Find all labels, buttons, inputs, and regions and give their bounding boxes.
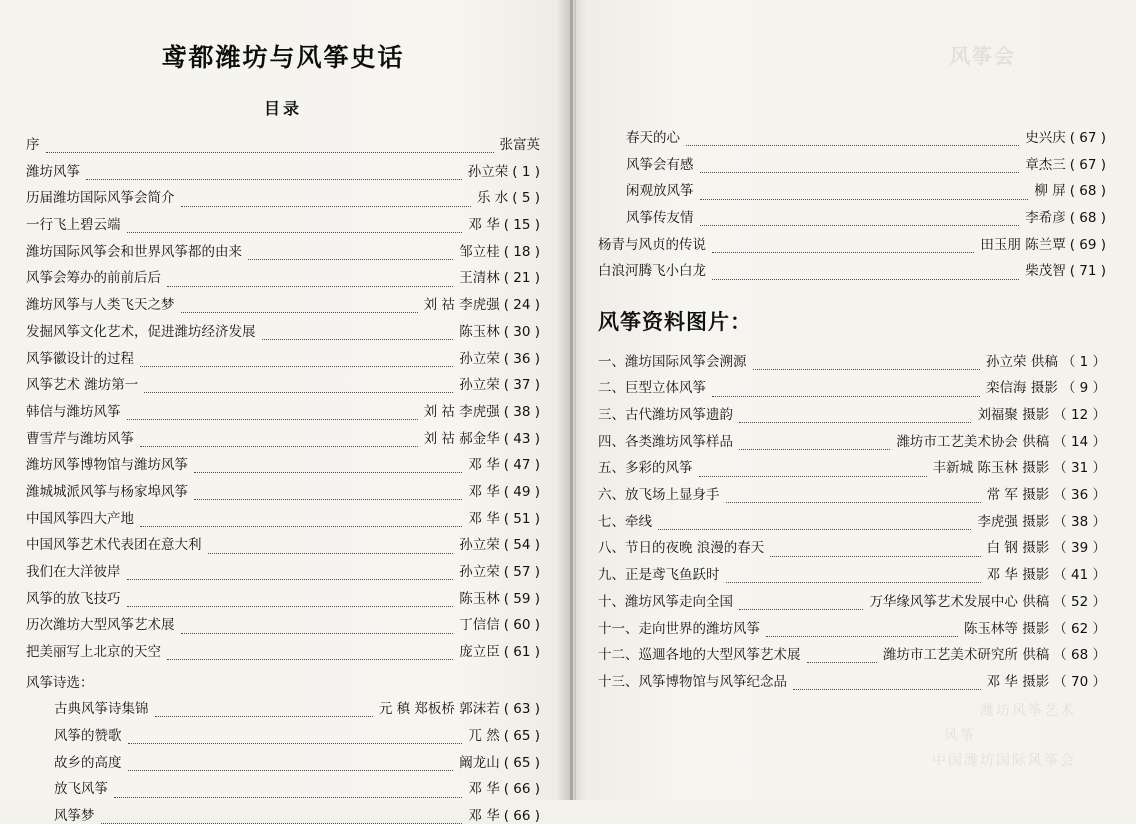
- toc-entry-page: ( 59 ): [503, 590, 540, 607]
- leader-dots: [155, 706, 373, 718]
- toc-list-poems: [26, 701, 540, 824]
- toc-entry-page: ( 61 ): [503, 644, 540, 661]
- toc-entry-title: 潍城城派风筝与杨家埠风筝: [26, 483, 188, 500]
- toc-entry[interactable]: [598, 407, 1106, 423]
- toc-entry-page: ( 65 ): [503, 727, 540, 744]
- toc-entry-author: 邓 华: [468, 217, 500, 234]
- toc-entry-page: （ 41 ）: [1053, 567, 1106, 584]
- toc-entry[interactable]: [598, 237, 1106, 253]
- leader-dots: [127, 569, 454, 581]
- toc-entry[interactable]: [598, 210, 1106, 226]
- toc-entry-author: 丁信信: [459, 617, 500, 634]
- leader-dots: [181, 195, 471, 207]
- leader-dots: [140, 435, 418, 447]
- toc-entry-page: ( 5 ): [512, 190, 540, 207]
- toc-entry[interactable]: [598, 621, 1106, 637]
- toc-entry-author: 栾信海 摄影: [986, 380, 1058, 397]
- toc-entry-page: ( 54 ): [503, 537, 540, 554]
- toc-entry-title: 四、各类潍坊风筝样品: [598, 433, 733, 450]
- leader-dots: [167, 649, 453, 661]
- toc-entry-author: 孙立荣: [459, 350, 500, 367]
- toc-entry-title: 风筝艺术 潍坊第一: [26, 377, 139, 394]
- toc-entry-author: 元 稹 郑板桥 郭沫若: [378, 701, 500, 718]
- leader-dots: [128, 759, 454, 771]
- toc-entry-author: 邓 华 摄影: [986, 673, 1050, 690]
- toc-entry-author: 李希彦: [1025, 210, 1066, 227]
- toc-entry[interactable]: [598, 540, 1106, 556]
- toc-entry-page: ( 66 ): [503, 808, 540, 824]
- toc-entry-title: 古典风筝诗集锦: [54, 701, 149, 718]
- toc-list-right-top: [598, 130, 1106, 280]
- toc-entry-page: ( 68 ): [1069, 183, 1106, 200]
- toc-entry-author: 孙立荣: [459, 537, 500, 554]
- toc-entry-author: 邓 华 摄影: [986, 567, 1050, 584]
- toc-entry-title: 中国风筝四大产地: [26, 510, 134, 527]
- toc-entry[interactable]: [598, 594, 1106, 610]
- watermark-text: 风筝会: [950, 44, 1016, 68]
- page-gutter-line-secondary: [575, 0, 576, 800]
- toc-entry-page: ( 47 ): [503, 457, 540, 474]
- leader-dots: [144, 382, 453, 394]
- leader-dots: [140, 355, 453, 367]
- toc-entry-title: 杨青与风贞的传说: [598, 236, 706, 253]
- toc-entry[interactable]: [26, 781, 540, 797]
- toc-entry[interactable]: [598, 647, 1106, 663]
- toc-entry-title: 潍坊风筝博物馆与潍坊风筝: [26, 457, 188, 474]
- toc-entry-title: 十二、巡逥各地的大型风筝艺术展: [598, 647, 801, 664]
- toc-entry-author: 王清林: [459, 270, 500, 287]
- right-page: [578, 0, 1136, 800]
- toc-entry[interactable]: [26, 808, 540, 824]
- leader-dots: [86, 168, 462, 180]
- toc-entry-title: 白浪河腾飞小白龙: [598, 263, 706, 280]
- toc-entry[interactable]: [26, 190, 540, 206]
- toc-entry-title: 九、正是鸢飞鱼跃时: [598, 567, 720, 584]
- toc-entry[interactable]: [598, 434, 1106, 450]
- toc-entry-page: ( 18 ): [503, 243, 540, 260]
- toc-entry-title: 韩信与潍坊风筝: [26, 403, 121, 420]
- leader-dots: [262, 328, 454, 340]
- watermark-text: 风筝: [944, 728, 976, 744]
- leader-dots: [700, 161, 1020, 173]
- toc-entry-page: （ 36 ）: [1053, 487, 1106, 504]
- toc-entry[interactable]: [26, 617, 540, 633]
- toc-entry-page: ( 51 ): [503, 510, 540, 527]
- toc-entry-title: 曹雪芹与潍坊风筝: [26, 430, 134, 447]
- toc-entry-author: 柳 屏: [1034, 183, 1066, 200]
- toc-entry-page: ( 60 ): [503, 617, 540, 634]
- toc-entry-page: （ 70 ）: [1053, 673, 1106, 690]
- leader-dots: [726, 572, 981, 584]
- leader-dots: [181, 302, 418, 314]
- leader-dots: [101, 813, 463, 824]
- toc-entry-page: ( 37 ): [503, 377, 540, 394]
- leader-dots: [807, 652, 877, 664]
- toc-entry-page: （ 52 ）: [1053, 593, 1106, 610]
- toc-entry-page: （ 12 ）: [1053, 407, 1106, 423]
- toc-entry[interactable]: [598, 487, 1106, 503]
- leader-dots: [712, 241, 974, 253]
- toc-entry-author: 张富英: [499, 137, 540, 153]
- toc-entry-page: （ 14 ）: [1053, 433, 1106, 450]
- toc-entry[interactable]: [26, 591, 540, 607]
- toc-entry-page: （ 62 ）: [1053, 620, 1106, 637]
- toc-entry-page: （ 31 ）: [1053, 460, 1106, 477]
- toc-entry-title: 我们在大洋彼岸: [26, 564, 121, 580]
- toc-entry-title: 七、牵线: [598, 513, 652, 530]
- toc-entry[interactable]: [26, 270, 540, 286]
- page-gutter-line: [570, 0, 573, 800]
- toc-entry[interactable]: [26, 644, 540, 660]
- leader-dots: [793, 679, 981, 691]
- toc-heading: 目录: [263, 99, 302, 118]
- leader-dots: [658, 518, 971, 530]
- toc-entry-author: 邓 华: [468, 510, 500, 527]
- toc-entry[interactable]: [26, 484, 540, 500]
- toc-entry-page: ( 65 ): [503, 754, 540, 771]
- toc-entry-title: 十三、风筝博物馆与风筝纪念品: [598, 673, 787, 690]
- toc-entry-title: 中国风筝艺术代表团在意大利: [26, 537, 202, 554]
- leader-dots: [128, 733, 463, 745]
- toc-entry-page: ( 63 ): [503, 701, 540, 718]
- toc-entry-page: ( 57 ): [503, 564, 540, 580]
- toc-entry-title: 五、多彩的风筝: [598, 460, 693, 477]
- watermark-text: 中国潍坊国际风筝会: [932, 753, 1076, 769]
- leader-dots: [712, 385, 980, 397]
- section-heading-photos: 风筝资料图片：: [598, 308, 752, 334]
- toc-entry[interactable]: [598, 183, 1106, 199]
- leader-dots: [739, 438, 890, 450]
- toc-entry-page: ( 24 ): [503, 297, 540, 314]
- leader-dots: [739, 412, 971, 424]
- toc-entry-title: 一行飞上碧云端: [26, 217, 121, 234]
- toc-entry-title: 六、放飞场上显身手: [598, 487, 720, 504]
- toc-entry[interactable]: [26, 701, 540, 717]
- toc-entry-title: 潍坊风筝: [26, 163, 80, 180]
- toc-entry-page: （ 39 ）: [1053, 540, 1106, 557]
- toc-entry-author: 常 军 摄影: [986, 487, 1050, 504]
- toc-entry[interactable]: [26, 404, 540, 420]
- toc-entry-page: ( 66 ): [503, 781, 540, 798]
- toc-entry-page: ( 67 ): [1069, 130, 1106, 146]
- toc-entry-title: 风筝会有感: [626, 156, 694, 173]
- toc-entry-page: （ 9 ）: [1061, 380, 1106, 397]
- toc-entry[interactable]: [26, 755, 540, 771]
- leader-dots: [739, 598, 863, 610]
- toc-entry-title: 三、古代潍坊风筝遗韵: [598, 407, 733, 423]
- leader-dots: [114, 786, 462, 798]
- toc-entry[interactable]: [598, 514, 1106, 530]
- toc-entry-page: （ 1 ）: [1061, 353, 1106, 370]
- leader-dots: [726, 492, 981, 504]
- toc-entry-title: 风筝传友情: [626, 210, 694, 227]
- toc-list-photos: [598, 354, 1106, 690]
- leader-dots: [766, 625, 958, 637]
- toc-entry-author: 田玉朋 陈兰覃: [980, 236, 1066, 253]
- toc-entry-title: 历届潍坊国际风筝会简介: [26, 190, 175, 207]
- toc-entry-author: 章杰三: [1025, 156, 1066, 173]
- leader-dots: [194, 462, 462, 474]
- leader-dots: [686, 135, 1019, 147]
- toc-entry-author: 邹立桂: [459, 243, 500, 260]
- toc-entry-title: 风筝的赞歌: [54, 727, 122, 744]
- toc-entry-author: 李虎强 摄影: [977, 513, 1050, 530]
- leader-dots: [700, 188, 1029, 200]
- toc-entry-author: 柴茂智: [1025, 263, 1066, 280]
- toc-entry-author: 刘 祜 郝金华: [423, 430, 500, 447]
- toc-entry-author: 邓 华: [468, 781, 500, 798]
- toc-entry-page: （ 68 ）: [1053, 647, 1106, 664]
- leader-dots: [46, 142, 494, 154]
- toc-entry-author: 刘 祜 李虎强: [423, 297, 500, 314]
- toc-entry-author: 孙立荣: [459, 377, 500, 394]
- toc-entry[interactable]: [598, 130, 1106, 146]
- toc-entry[interactable]: [26, 564, 540, 580]
- leader-dots: [127, 595, 454, 607]
- toc-entry[interactable]: [26, 164, 540, 180]
- toc-entry-page: ( 36 ): [503, 350, 540, 367]
- toc-entry[interactable]: [598, 263, 1106, 279]
- toc-entry-author: 乐 水: [476, 190, 509, 207]
- leader-dots: [181, 622, 454, 634]
- toc-entry[interactable]: [26, 377, 540, 393]
- toc-entry-title: 风筝徽设计的过程: [26, 350, 134, 367]
- toc-entry-page: ( 38 ): [503, 403, 540, 420]
- toc-entry-author: 邓 华: [468, 457, 500, 474]
- toc-entry-title: 发掘风筝文化艺术，促进潍坊经济发展: [26, 323, 256, 340]
- toc-entry[interactable]: [26, 537, 540, 553]
- toc-entry-page: ( 71 ): [1069, 263, 1106, 280]
- toc-entry[interactable]: [598, 380, 1106, 396]
- toc-entry-page: ( 1 ): [512, 163, 540, 180]
- toc-entry[interactable]: [598, 354, 1106, 370]
- leader-dots: [700, 215, 1020, 227]
- toc-entry[interactable]: [598, 567, 1106, 583]
- toc-entry[interactable]: [26, 351, 540, 367]
- toc-entry-title: 放飞风筝: [54, 781, 108, 798]
- toc-entry-page: ( 69 ): [1069, 236, 1106, 253]
- toc-entry[interactable]: [598, 157, 1106, 173]
- toc-entry-author: 陈玉林等 摄影: [963, 620, 1050, 637]
- toc-entry-title: 风筝会筹办的前前后后: [26, 270, 161, 287]
- toc-entry-author: 庞立臣: [459, 644, 500, 661]
- toc-entry[interactable]: [598, 460, 1106, 476]
- toc-entry-title: 把美丽写上北京的天空: [26, 644, 161, 661]
- toc-entry-author: 刘 祜 李虎强: [423, 403, 500, 420]
- leader-dots: [770, 545, 980, 557]
- toc-entry-title: 故乡的高度: [54, 754, 122, 771]
- leader-dots: [167, 275, 453, 287]
- toc-entry[interactable]: [26, 137, 540, 153]
- toc-entry[interactable]: [26, 728, 540, 744]
- toc-entry-author: 陈玉林: [459, 590, 500, 607]
- toc-entry-page: （ 38 ）: [1053, 513, 1106, 530]
- toc-entry-page: ( 15 ): [503, 217, 540, 234]
- toc-entry-page: ( 68 ): [1069, 210, 1106, 227]
- toc-entry-author: 邓 华: [468, 808, 500, 824]
- toc-entry-author: 孙立荣: [467, 163, 509, 180]
- leader-dots: [194, 489, 462, 501]
- toc-entry[interactable]: [26, 511, 540, 527]
- toc-entry-author: 潍坊市工艺美术研究所 供稿: [882, 647, 1050, 664]
- toc-entry-author: 白 钢 摄影: [986, 540, 1050, 557]
- leader-dots: [753, 358, 981, 370]
- toc-entry-title: 十一、走向世界的潍坊风筝: [598, 620, 760, 637]
- toc-entry-title: 历次潍坊大型风筝艺术展: [26, 617, 175, 634]
- leader-dots: [140, 515, 462, 527]
- toc-entry-page: ( 67 ): [1069, 156, 1106, 173]
- toc-entry[interactable]: [26, 217, 540, 233]
- toc-entry[interactable]: [26, 297, 540, 313]
- page-title: 鸢都潍坊与风筝史话: [161, 43, 405, 72]
- leader-dots: [248, 248, 453, 260]
- toc-entry-author: 刘福聚 摄影: [977, 407, 1050, 423]
- toc-entry-title: 十、潍坊风筝走向全国: [598, 593, 733, 610]
- leader-dots: [699, 465, 927, 477]
- leader-dots: [712, 268, 1019, 280]
- toc-entry-author: 史兴庆: [1025, 130, 1066, 146]
- poem-section-heading: 风筝诗选：: [26, 674, 94, 691]
- toc-entry-page: ( 49 ): [503, 483, 540, 500]
- toc-entry-title: 序: [26, 137, 40, 153]
- toc-entry-author: 潍坊市工艺美术协会 供稿: [896, 433, 1050, 450]
- toc-entry-author: 孙立荣: [459, 564, 500, 580]
- toc-entry-title: 闲观放风筝: [626, 183, 694, 200]
- toc-entry-author: 万华缘风筝艺术发展中心 供稿: [869, 593, 1050, 610]
- toc-entry-author: 阚龙山: [459, 754, 500, 771]
- toc-entry-page: ( 30 ): [503, 323, 540, 340]
- toc-entry-author: 兀 然: [468, 727, 500, 744]
- toc-entry-author: 陈玉林: [459, 323, 500, 340]
- toc-entry-author: 邓 华: [468, 483, 500, 500]
- toc-entry-title: 风筝的放飞技巧: [26, 590, 121, 607]
- toc-entry[interactable]: [26, 431, 540, 447]
- toc-entry-title: 二、巨型立体风筝: [598, 380, 706, 397]
- toc-entry-title: 潍坊风筝与人类飞天之梦: [26, 297, 175, 314]
- toc-entry-author: 孙立荣 供稿: [986, 353, 1058, 370]
- toc-entry[interactable]: [26, 244, 540, 260]
- toc-entry-author: 丰新城 陈玉林 摄影: [932, 460, 1050, 477]
- leader-dots: [127, 222, 463, 234]
- leader-dots: [127, 409, 418, 421]
- toc-entry-title: 潍坊国际风筝会和世界风筝都的由来: [26, 243, 242, 260]
- toc-entry-title: 八、节日的夜晚 浪漫的春天: [598, 540, 765, 557]
- toc-entry-title: 风筝梦: [54, 808, 95, 824]
- toc-entry-page: ( 43 ): [503, 430, 540, 447]
- leader-dots: [208, 542, 454, 554]
- watermark-text: 潍坊风筝艺术: [980, 703, 1076, 719]
- toc-list-left: [26, 137, 540, 660]
- toc-entry[interactable]: [26, 324, 540, 340]
- toc-entry-title: 一、潍坊国际风筝会溯源: [598, 353, 747, 370]
- toc-entry[interactable]: [598, 674, 1106, 690]
- toc-entry-page: ( 21 ): [503, 270, 540, 287]
- toc-entry[interactable]: [26, 457, 540, 473]
- toc-entry-title: 春天的心: [626, 130, 680, 146]
